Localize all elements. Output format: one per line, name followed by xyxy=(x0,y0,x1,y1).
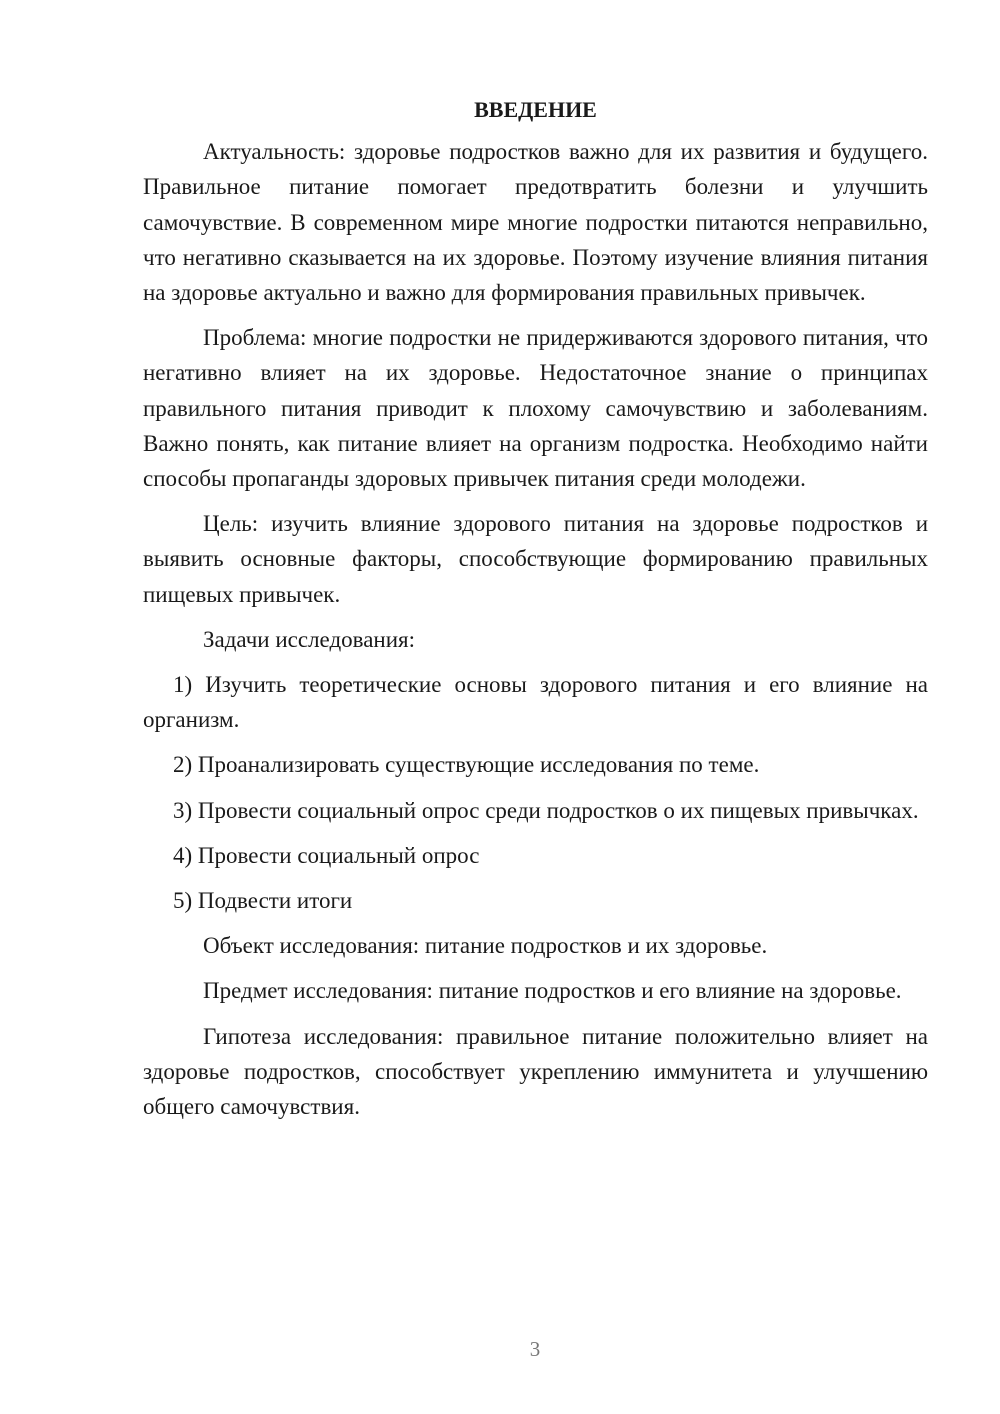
problem-paragraph: Проблема: многие подростки не придерживаются здорового питания, что негативно влияет на их здоровье. Недостаточное знание о принципах правильного питания приводит к плохому самочувствию и заболеваниям. Важно понять, как питание влияет на организм подростка. Необходимо найти способы пропаганды здоровых привычек питания среди молодежи. xyxy=(143,325,928,492)
task-item: 5) Подвести итоги xyxy=(173,888,353,914)
page-number: 3 xyxy=(529,1337,541,1361)
task-item: 3) Провести социальный опрос среди подростков о их пищевых привычках. xyxy=(173,797,919,823)
hypothesis-paragraph: Гипотеза исследования: правильное питание положительно влияет на здоровье подростков, способствует укреплению иммунитета и улучшению общего самочувствия. xyxy=(143,1023,928,1120)
page-content xyxy=(143,92,928,1134)
task-item: 2) Проанализировать существующие исследования по теме. xyxy=(173,752,760,778)
goal-paragraph: Цель: изучить влияние здорового питания на здоровье подростков и выявить основные факторы, способствующие формированию правильных пищевых привычек. xyxy=(143,511,928,607)
task-item: 1) Изучить теоретические основы здорового питания и его влияние на организм. xyxy=(143,672,928,733)
section-title: ВВЕДЕНИЕ xyxy=(474,97,597,122)
object-paragraph: Объект исследования: питание подростков и их здоровье. xyxy=(203,933,768,959)
subject-paragraph: Предмет исследования: питание подростков и его влияние на здоровье. xyxy=(203,978,902,1004)
task-item: 4) Провести социальный опрос xyxy=(173,842,480,868)
tasks-heading: Задачи исследования: xyxy=(203,626,416,652)
relevance-paragraph: Актуальность: здоровье подростков важно для их развития и будущего. Правильное питание помогает предотвратить болезни и улучшить самочувствие. В современном мире многие подростки питаются неправильно, что негативно сказывается на их здоровье. Поэтому изучение влияния питания на здоровье актуально и важно для формирования правильных привычек. xyxy=(143,139,928,306)
